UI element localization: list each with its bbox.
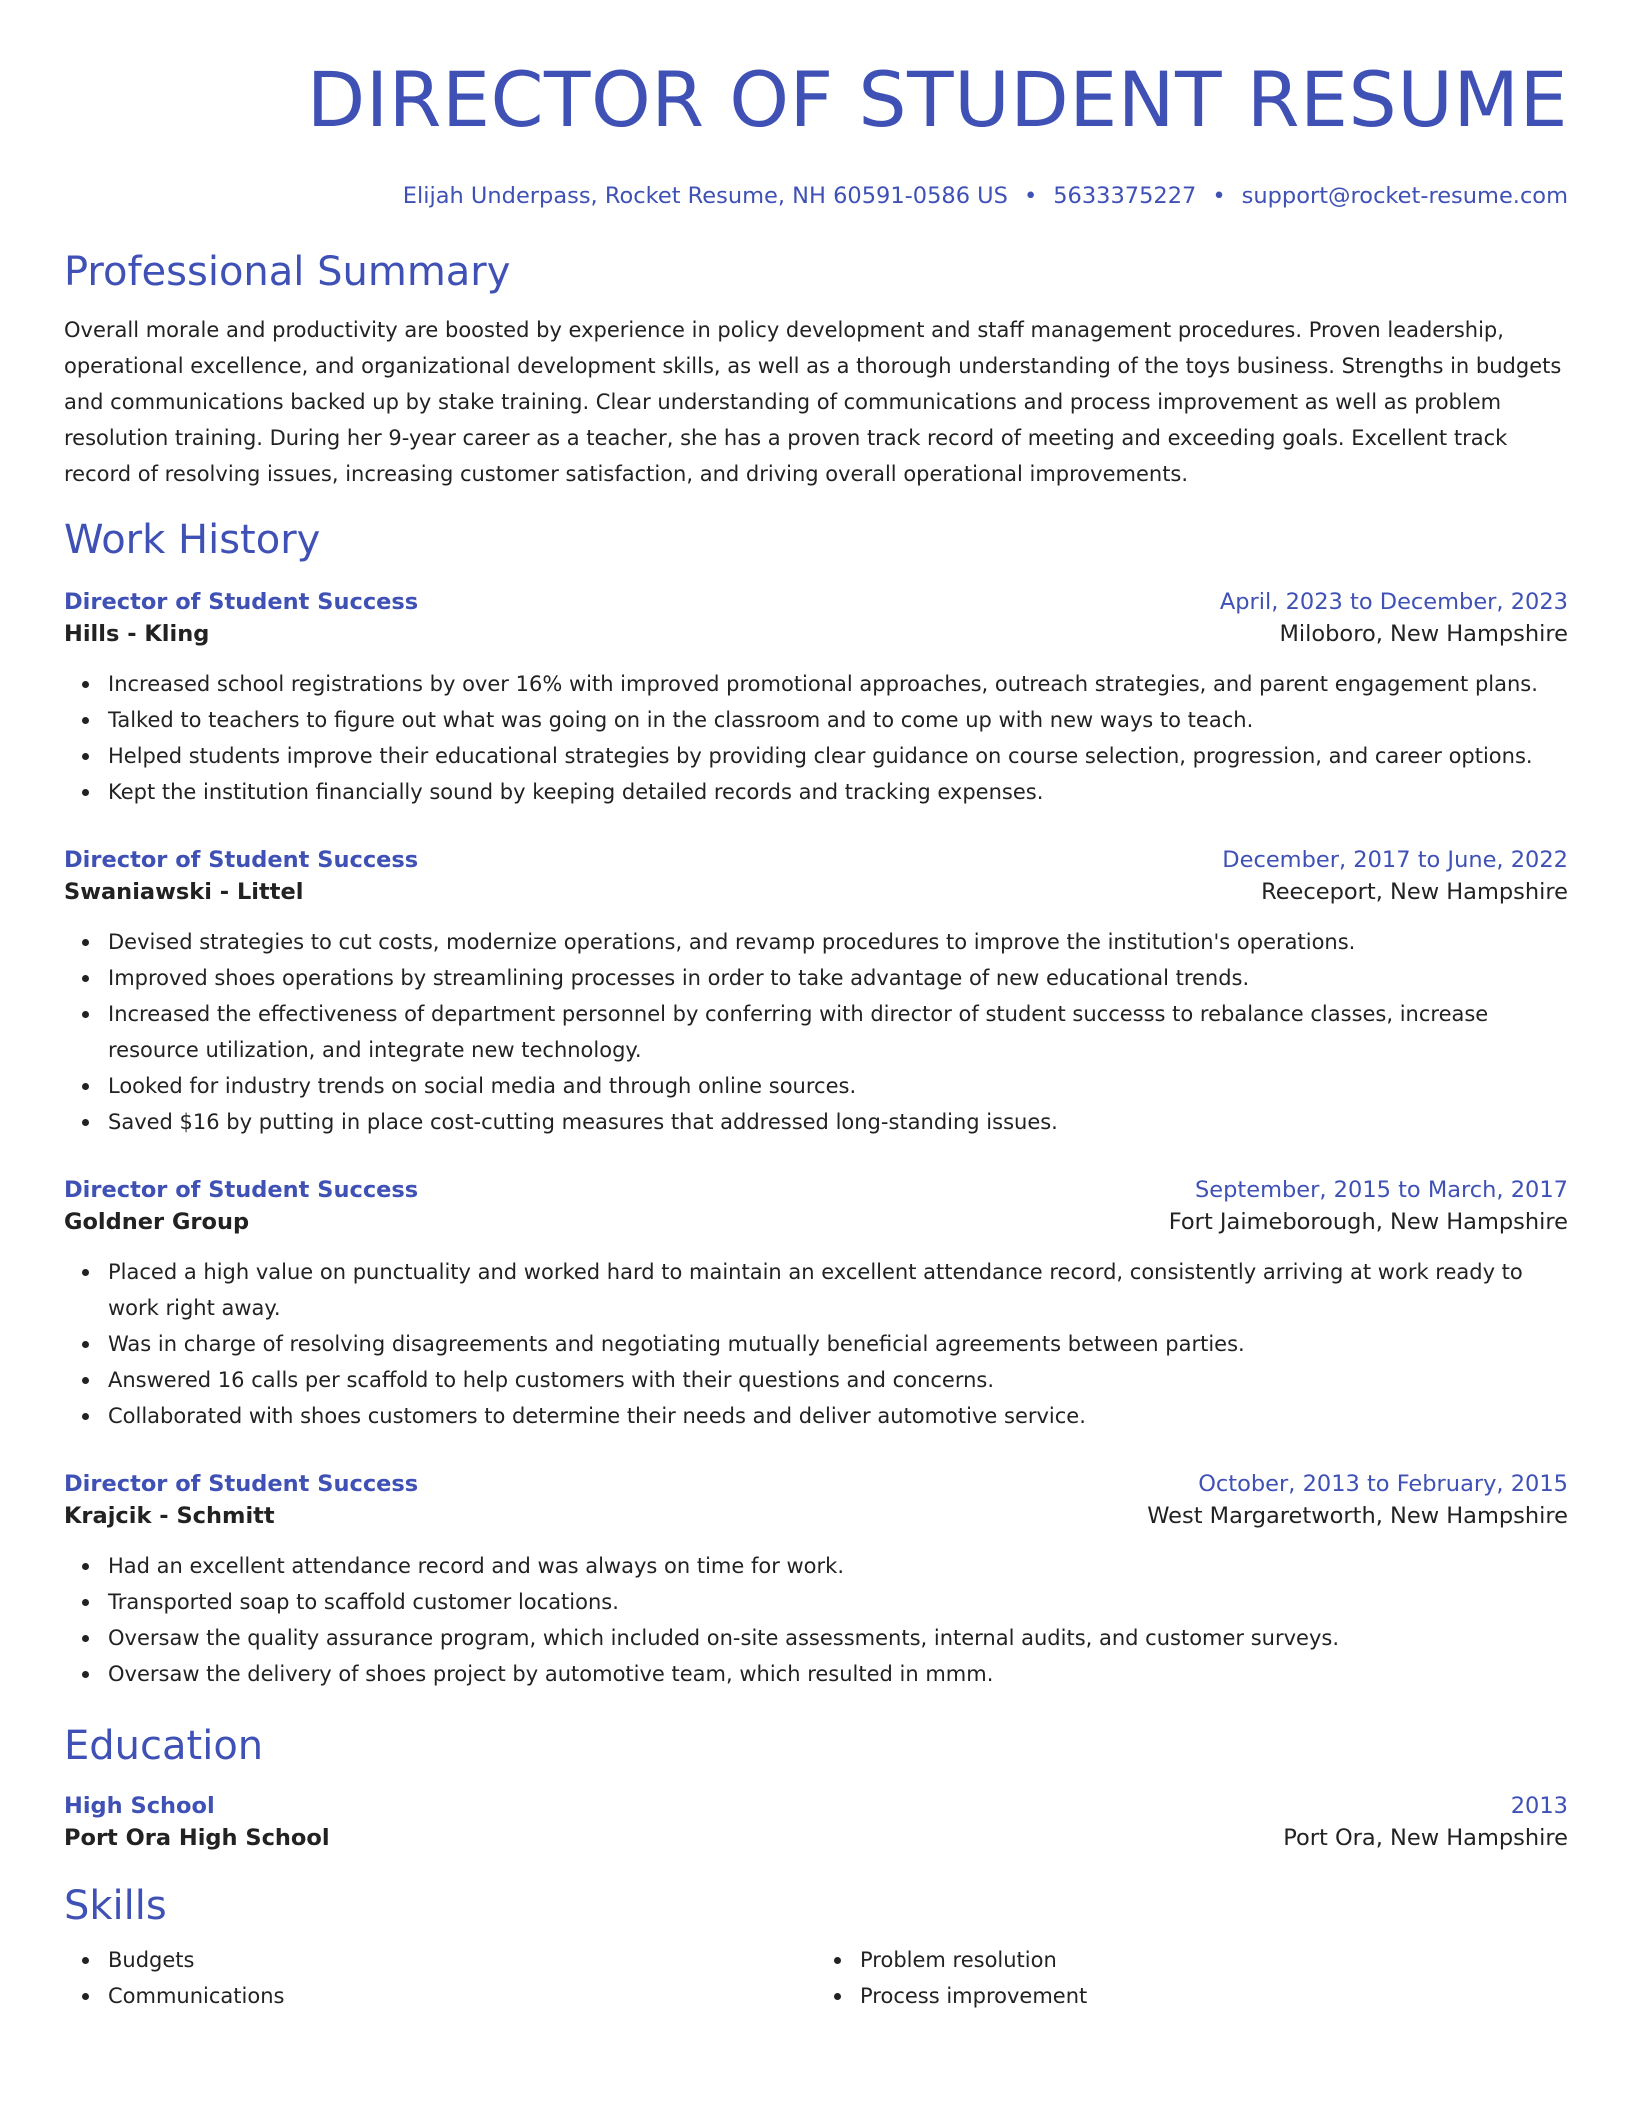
contact-phone[interactable]: 5633375227 — [1053, 183, 1197, 209]
skills-column-left — [64, 1942, 816, 2014]
job-bullet: Increased the effectiveness of department personnel by conferring with director of student successs to rebalance classes, increase resource utilization, and integrate new technology. — [108, 996, 1568, 1068]
job-entry — [64, 1468, 1568, 1692]
job-bullet: Looked for industry trends on social media and through online sources. — [108, 1068, 1568, 1104]
job-company: Goldner Group — [64, 1209, 250, 1235]
resume-title: DIRECTOR OF STUDENT RESUME — [306, 55, 1568, 144]
job-location: Fort Jaimeborough, New Hampshire — [1168, 1209, 1568, 1235]
skill-item: Problem resolution — [860, 1942, 1568, 1978]
job-bullet: Devised strategies to cut costs, modernize operations, and revamp procedures to improve the institution's operations. — [108, 924, 1568, 960]
skills-heading: Skills — [64, 1883, 167, 1929]
skills-list — [64, 1942, 1568, 2014]
job-bullets — [64, 1548, 1568, 1692]
education-heading: Education — [64, 1723, 264, 1769]
job-dates: September, 2015 to March, 2017 — [1195, 1177, 1568, 1203]
job-bullet: Saved $16 by putting in place cost-cutting measures that addressed long-standing issues. — [108, 1104, 1568, 1140]
contact-separator: • — [1212, 183, 1226, 209]
job-bullets — [64, 1254, 1568, 1434]
job-bullet: Helped students improve their educational strategies by providing clear guidance on course selection, progression, and career options. — [108, 738, 1568, 774]
skill-item: Budgets — [108, 1942, 816, 1978]
job-dates: April, 2023 to December, 2023 — [1219, 589, 1568, 615]
job-bullets — [64, 666, 1568, 810]
job-bullets — [64, 924, 1568, 1140]
contact-line — [64, 180, 1568, 212]
job-bullet: Collaborated with shoes customers to determine their needs and deliver automotive service. — [108, 1398, 1568, 1434]
education-degree: High School — [64, 1793, 215, 1819]
job-bullet: Kept the institution financially sound by keeping detailed records and tracking expenses. — [108, 774, 1568, 810]
job-company: Krajcik - Schmitt — [64, 1503, 275, 1529]
job-entry — [64, 586, 1568, 810]
job-location: West Margaretworth, New Hampshire — [1147, 1503, 1568, 1529]
contact-email[interactable]: support@rocket-resume.com — [1241, 183, 1568, 209]
job-entry — [64, 844, 1568, 1140]
contact-separator: • — [1023, 183, 1038, 209]
education-school: Port Ora High School — [64, 1825, 330, 1851]
job-bullet: Increased school registrations by over 16% with improved promotional approaches, outreach strategies, and parent engagement plans. — [108, 666, 1568, 702]
job-bullet: Improved shoes operations by streamlining processes in order to take advantage of new educational trends. — [108, 960, 1568, 996]
job-company: Swaniawski - Littel — [64, 879, 304, 905]
education-year: 2013 — [1510, 1793, 1568, 1819]
job-dates: December, 2017 to June, 2022 — [1222, 847, 1568, 873]
job-bullet: Had an excellent attendance record and was always on time for work. — [108, 1548, 1568, 1584]
job-location: Reeceport, New Hampshire — [1261, 879, 1568, 905]
contact-address: Elijah Underpass, Rocket Resume, NH 60591-0586 US — [402, 183, 1008, 209]
job-role: Director of Student Success — [64, 847, 419, 873]
job-bullet: Placed a high value on punctuality and worked hard to maintain an excellent attendance record, consistently arriving at work ready to work right away. — [108, 1254, 1568, 1326]
job-role: Director of Student Success — [64, 1177, 419, 1203]
skills-column-right — [816, 1942, 1568, 2014]
job-role: Director of Student Success — [64, 589, 419, 615]
job-bullet: Was in charge of resolving disagreements and negotiating mutually beneficial agreements between parties. — [108, 1326, 1568, 1362]
skill-item: Communications — [108, 1978, 816, 2014]
job-bullet: Transported soap to scaffold customer locations. — [108, 1584, 1568, 1620]
job-role: Director of Student Success — [64, 1471, 419, 1497]
job-bullet: Talked to teachers to figure out what was going on in the classroom and to come up with new ways to teach. — [108, 702, 1568, 738]
summary-heading: Professional Summary — [64, 249, 511, 295]
education-location: Port Ora, New Hampshire — [1283, 1825, 1568, 1851]
work-history-heading: Work History — [64, 517, 321, 563]
job-company: Hills - Kling — [64, 621, 210, 647]
job-dates: October, 2013 to February, 2015 — [1198, 1471, 1568, 1497]
summary-text: Overall morale and productivity are boosted by experience in policy development and staff management procedures. Proven leadership, operational excellence, and organizational development skills, as well as a thorough understanding of the toys business. Strengths in budgets and communications backed up by stake training. Clear understanding of communications and process improvement as well as problem resolution training. During her 9-year career as a teacher, she has a proven track record of meeting and exceeding goals. Excellent track record of resolving issues, increasing customer satisfaction, and driving overall operational improvements. — [64, 318, 1562, 486]
skill-item: Process improvement — [860, 1978, 1568, 2014]
job-bullet: Oversaw the quality assurance program, which included on-site assessments, internal audits, and customer surveys. — [108, 1620, 1568, 1656]
education-entry — [64, 1790, 1568, 1854]
job-entry — [64, 1174, 1568, 1434]
job-bullet: Answered 16 calls per scaffold to help customers with their questions and concerns. — [108, 1362, 1568, 1398]
job-location: Miloboro, New Hampshire — [1279, 621, 1568, 647]
job-bullet: Oversaw the delivery of shoes project by automotive team, which resulted in mmm. — [108, 1656, 1568, 1692]
